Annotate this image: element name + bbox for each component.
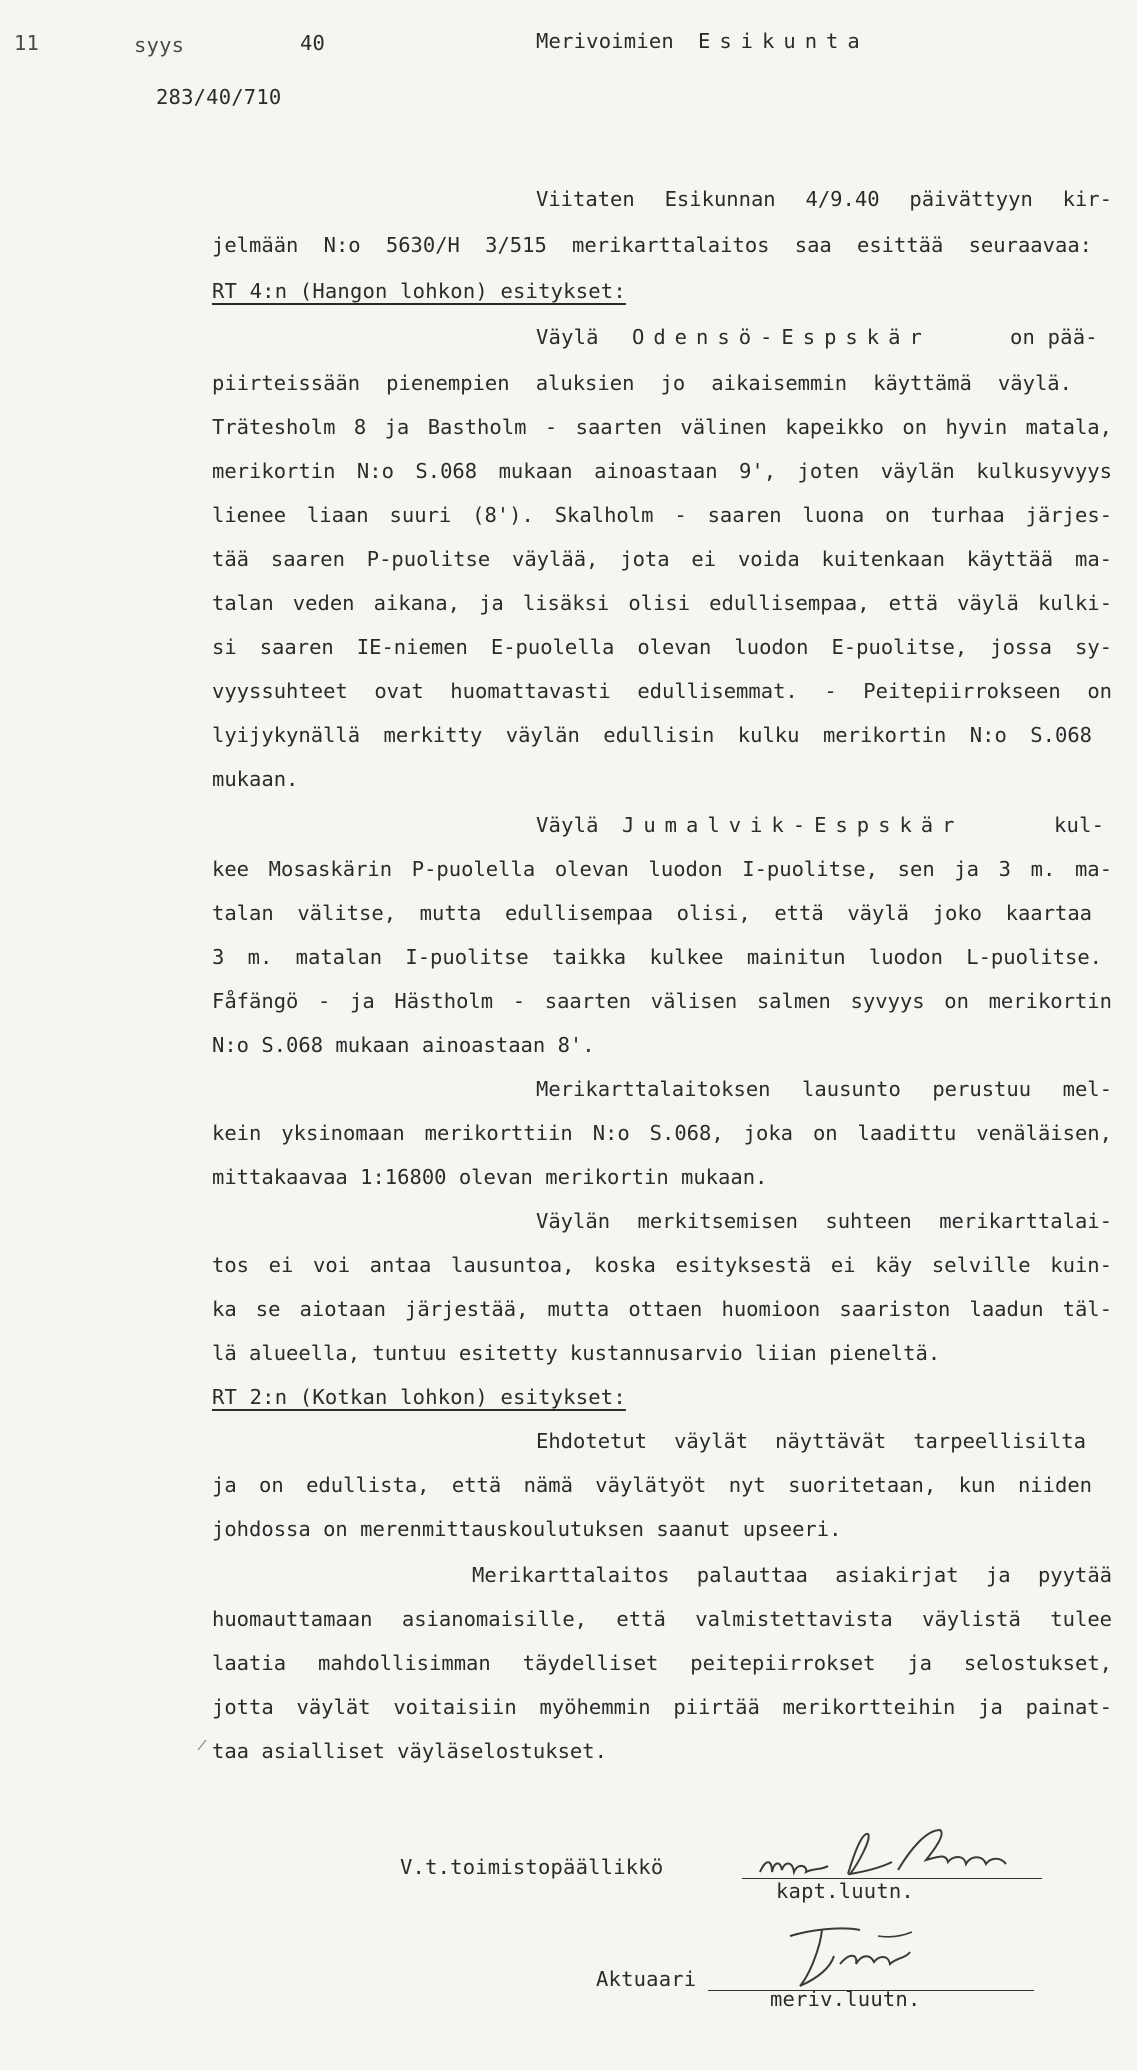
p2-line-3: 3 m. matalan I-puolitse taikka kulkee mainitun luodon L-puolitse.: [212, 945, 1102, 969]
intro-line-2: jelmään N:o 5630/H 3/515 merikarttalaitos saa esittää seuraavaa:: [212, 233, 1092, 257]
p1-line-10: mukaan.: [212, 767, 299, 791]
p5-line-3: johdossa on merenmittauskoulutuksen saanut upseeri.: [212, 1517, 842, 1541]
p2-line-5: N:o S.068 mukaan ainoastaan 8'.: [212, 1033, 595, 1057]
signatory-title-1: V.t.toimistopäällikkö: [400, 1855, 664, 1879]
p2-lead-spaced: Jumalvik-Espskär: [622, 813, 964, 837]
p1-lead-spaced: Odensö-Espskär: [632, 325, 931, 349]
p1-line-8: vyyssuhteet ovat huomattavasti edullisemmat. - Peitepiirrokseen on: [212, 679, 1112, 703]
p2-lead-rest: kul-: [1054, 813, 1105, 837]
rt2-heading: RT 2:n (Kotkan lohkon) esitykset:: [212, 1385, 626, 1409]
p1-line-3: merikortin N:o S.068 mukaan ainoastaan 9', joten väylän kulkusyvyys: [212, 459, 1112, 483]
p1-line-6: talan veden aikana, ja lisäksi olisi edullisempaa, että väylä kulki-: [212, 591, 1112, 615]
reference-number: 283/40/710: [156, 85, 282, 109]
p1-line-2: Trätesholm 8 ja Bastholm - saarten välinen kapeikko on hyvin matala,: [212, 415, 1112, 439]
p3-line-2: kein yksinomaan merikorttiin N:o S.068, joka on laadittu venäläisen,: [212, 1121, 1112, 1145]
signatory-rank-1: kapt.luutn.: [776, 1879, 914, 1903]
p4-line-3: ka se aiotaan järjestää, mutta ottaen huomioon saariston laadun täl-: [212, 1297, 1112, 1321]
p1-lead-label: Väylä: [536, 325, 599, 349]
p2-line-1: kee Mosaskärin P-puolella olevan luodon I-puolitse, sen ja 3 m. ma-: [212, 857, 1112, 881]
p1-line-4: lienee liaan suuri (8'). Skalholm - saaren luona on turhaa järjes-: [212, 503, 1112, 527]
header-year: 40: [300, 31, 326, 55]
p5-line-2: ja on edullista, että nämä väylätyöt nyt suoritetaan, kun niiden: [212, 1473, 1092, 1497]
p1-line-5: tää saaren P-puolitse väylää, jota ei voida kuitenkaan käyttää ma-: [212, 547, 1112, 571]
header-month: syys: [134, 33, 185, 57]
p6-line-2: huomauttamaan asianomaisille, että valmistettavista väylistä tulee: [212, 1607, 1112, 1631]
header-day: 11: [14, 31, 40, 55]
p6-line-5: taa asialliset väyläselostukset.: [212, 1739, 607, 1763]
p1-line-7: si saaren IE-niemen E-puolella olevan luodon E-puolitse, jossa sy-: [212, 635, 1112, 659]
p3-line-3: mittakaavaa 1:16800 olevan merikortin mukaan.: [212, 1165, 768, 1189]
p6-line-1: Merikarttalaitos palauttaa asiakirjat ja pyytää: [472, 1563, 1112, 1587]
header-sender: Merivoimien: [536, 29, 674, 53]
p2-lead-label: Väylä: [536, 813, 599, 837]
p4-line-1: Väylän merkitsemisen suhteen merikarttalai-: [536, 1209, 1112, 1233]
signatory-rank-2: meriv.luutn.: [770, 1987, 921, 2011]
p4-line-4: lä alueella, tuntuu esitetty kustannusarvio liian pieneltä.: [212, 1341, 941, 1365]
p1-line-9: lyijykynällä merkitty väylän edullisin kulku merikortin N:o S.068: [212, 723, 1092, 747]
p6-line-4: jotta väylät voitaisiin myöhemmin piirtää merikortteihin ja painat-: [212, 1695, 1112, 1719]
signatory-title-2: Aktuaari: [596, 1967, 697, 1991]
header-sender-spaced: Esikunta: [698, 29, 869, 53]
rt4-heading: RT 4:n (Hangon lohkon) esitykset:: [212, 279, 626, 303]
p1-lead-rest: on pää-: [1010, 325, 1098, 349]
intro-line-1: Viitaten Esikunnan 4/9.40 päivättyyn kir-: [536, 187, 1112, 211]
p1-line-1: piirteissään pienempien aluksien jo aikaisemmin käyttämä väylä.: [212, 371, 1072, 395]
p4-line-2: tos ei voi antaa lausuntoa, koska esityksestä ei käy selville kuin-: [212, 1253, 1112, 1277]
p5-line-1: Ehdotetut väylät näyttävät tarpeellisilta: [536, 1429, 1086, 1453]
p2-line-2: talan välitse, mutta edullisempaa olisi, että väylä joko kaartaa: [212, 901, 1092, 925]
p2-line-4: Fåfängö - ja Hästholm - saarten välisen salmen syvyys on merikortin: [212, 989, 1112, 1013]
p6-line-3: laatia mahdollisimman täydelliset peitepiirrokset ja selostukset,: [212, 1651, 1112, 1675]
margin-mark: [196, 1738, 210, 1752]
p3-line-1: Merikarttalaitoksen lausunto perustuu mel-: [536, 1077, 1112, 1101]
